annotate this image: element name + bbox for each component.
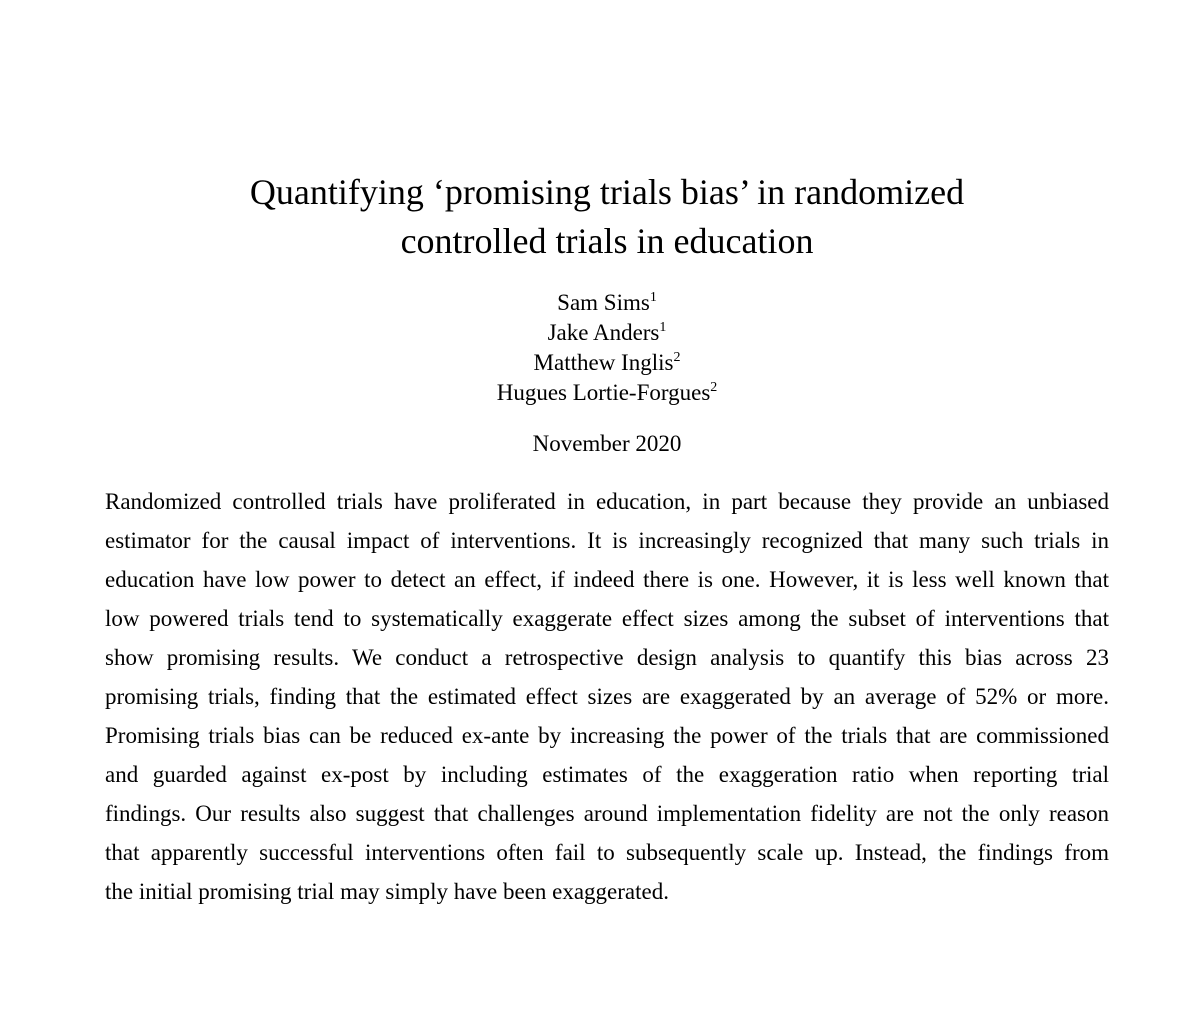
abstract-line: show promising results. We conduct a retrospective design analysis to quantify this bias across 23 [105,645,1109,670]
abstract-line: findings. Our results also suggest that challenges around implementation fidelity are not the only reason [105,801,1109,826]
author-name: Jake Anders [547,320,660,345]
affiliation-marker: 2 [673,350,681,365]
abstract-line: promising trials, finding that the estimated effect sizes are exaggerated by an average of 52% or more. [105,684,1109,709]
abstract-line: that apparently successful interventions often fail to subsequently scale up. Instead, the findings from [105,840,1109,865]
publication-date: November 2020 [532,431,682,456]
author [0,378,1200,408]
author-name: Sam Sims [557,290,650,315]
author-list [0,288,1200,408]
author [0,318,1200,348]
abstract [105,482,1109,911]
abstract-line: estimator for the causal impact of interventions. It is increasingly recognized that many such trials in [105,528,1109,553]
abstract-line: Promising trials bias can be reduced ex-ante by increasing the power of the trials that are commissioned [105,723,1109,748]
author [0,288,1200,318]
abstract-line: the initial promising trial may simply have been exaggerated. [105,879,669,904]
author [0,348,1200,378]
author-name: Matthew Inglis [533,350,674,375]
abstract-line: education have low power to detect an effect, if indeed there is one. However, it is less well known that [105,567,1109,592]
affiliation-marker: 1 [649,290,657,305]
title-line: Quantifying ‘promising trials bias’ in randomized [249,172,965,212]
abstract-line: low powered trials tend to systematically exaggerate effect sizes among the subset of interventions that [105,606,1109,631]
title-line: controlled trials in education [400,221,814,261]
abstract-line: Randomized controlled trials have proliferated in education, in part because they provide an unbiased [105,489,1109,514]
affiliation-marker: 2 [710,380,718,395]
paper-title [0,168,1200,266]
abstract-line: and guarded against ex-post by including estimates of the exaggeration ratio when reporting trial [105,762,1109,787]
author-name: Hugues Lortie-Forgues [496,380,711,405]
affiliation-marker: 1 [659,320,667,335]
